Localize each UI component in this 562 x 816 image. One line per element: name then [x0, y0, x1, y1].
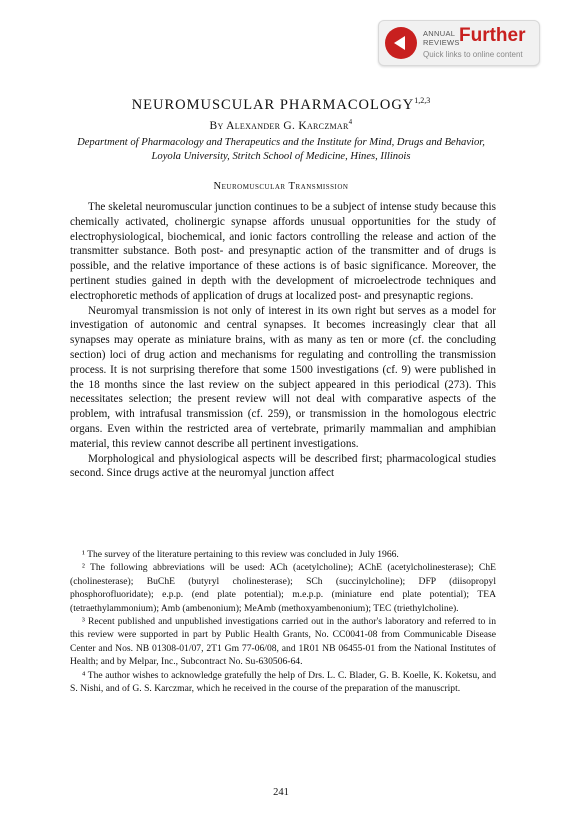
badge-tagline: Quick links to online content	[423, 50, 523, 59]
article-title	[0, 96, 562, 114]
author-name: By Alexander G. Karczmar	[209, 119, 349, 132]
further-badge[interactable]	[378, 20, 540, 66]
paragraph: Morphological and physiological aspects will be described first; pharmacological studies second. Since drugs active at the neuromyal junction affect	[70, 452, 496, 480]
author-line	[0, 118, 562, 132]
section-heading: Neuromuscular Transmission	[213, 181, 349, 192]
footnote: ⁴ The author wishes to acknowledge gratefully the help of Drs. L. C. Blader, G. B. Koelle, K. Koketsu, and S. Nishi, and of G. S. Karczmar, which he received in the course of the preparation of the manuscript.	[70, 669, 496, 695]
paragraph: Neuromyal transmission is not only of interest in its own right but serves as a model for investigation of autonomic and central synapses. It becomes increasingly clear that all synapses may operate as miniature brains, with as many as ten or more (cf. the concluding section) loci of drug action and mechanisms for regulating and controlling the transmission process. It is not surprising therefore that some 1500 investigations (cf. 9) were published in the 18 months since the last review on the subject appeared in this periodical (273). This necessitates selection; the present review will not deal with comparative aspects of the problem, with intrafusal transmission (cf. 259), or transmission in the homologous electric organs. Even within the restricted area of vertebrate, primarily mammalian and amphibian material, this review cannot describe all pertinent investigations.	[70, 304, 496, 450]
title-footnote-refs[interactable]: 1,2,3	[414, 96, 431, 105]
author-footnote-ref[interactable]: 4	[348, 118, 353, 126]
footnote: ² The following abbreviations will be used: ACh (acetylcholine); AChE (acetylcholinesterase); ChE (cholinesterase); BuChE (butyryl cholinesterase); SCh (succinylcholine); DFP (diisopropyl phosphorofluoridate); e.p.p. (end plate potential); m.e.p.p. (miniature end plate potential); TEA (tetraethylammonium); Amb (ambenonium); MeAmb (methoxyambenonium); TEC (triethylcholine).	[70, 562, 496, 614]
title-text: NEUROMUSCULAR PHARMACOLOGY	[131, 96, 415, 113]
badge-reviews: REVIEWS	[423, 38, 460, 47]
footnote: ³ Recent published and unpublished investigations carried out in the author's laboratory and referred to in this review were supported in part by Public Health Grants, No. CC0041-08 from Communicable Disease Center and Nos. NB 01308-01/07, 2T1 Gm 77-06/08, and 1R01 NB 06455-01 from the National Institutes of Health; and by Melpar, Inc., Subcontract No. Su-630506-64.	[70, 616, 496, 668]
page-number: 241	[273, 787, 289, 798]
body-text	[70, 200, 496, 481]
paragraph: The skeletal neuromuscular junction continues to be a subject of intense study because this chemically activated, cholinergic synapse affords unusual opportunities for the study of electrophysiological, biochemical, and ionic factors controlling the release and action of the transmitter substance. Both post- and presynaptic action of the transmitter and of drugs is possible, and the relative importance of these actions is of basic significance. Moreover, the pertinent studies gained in depth with the development of microelectrode techniques and electrophoretic methods of application of drugs at localized post- and presynaptic regions.	[70, 201, 496, 302]
play-arrow-icon	[385, 27, 417, 59]
footnote: ¹ The survey of the literature pertaining to this review was concluded in July 1966.	[82, 549, 399, 560]
badge-further: Further	[459, 25, 526, 46]
footnotes	[70, 548, 496, 695]
affiliation: Department of Pharmacology and Therapeutics and the Institute for Mind, Drugs and Behavior, Loyola University, Stritch School of Medicine, Hines, Illinois	[77, 137, 485, 162]
badge-annual: ANNUAL	[423, 29, 456, 38]
